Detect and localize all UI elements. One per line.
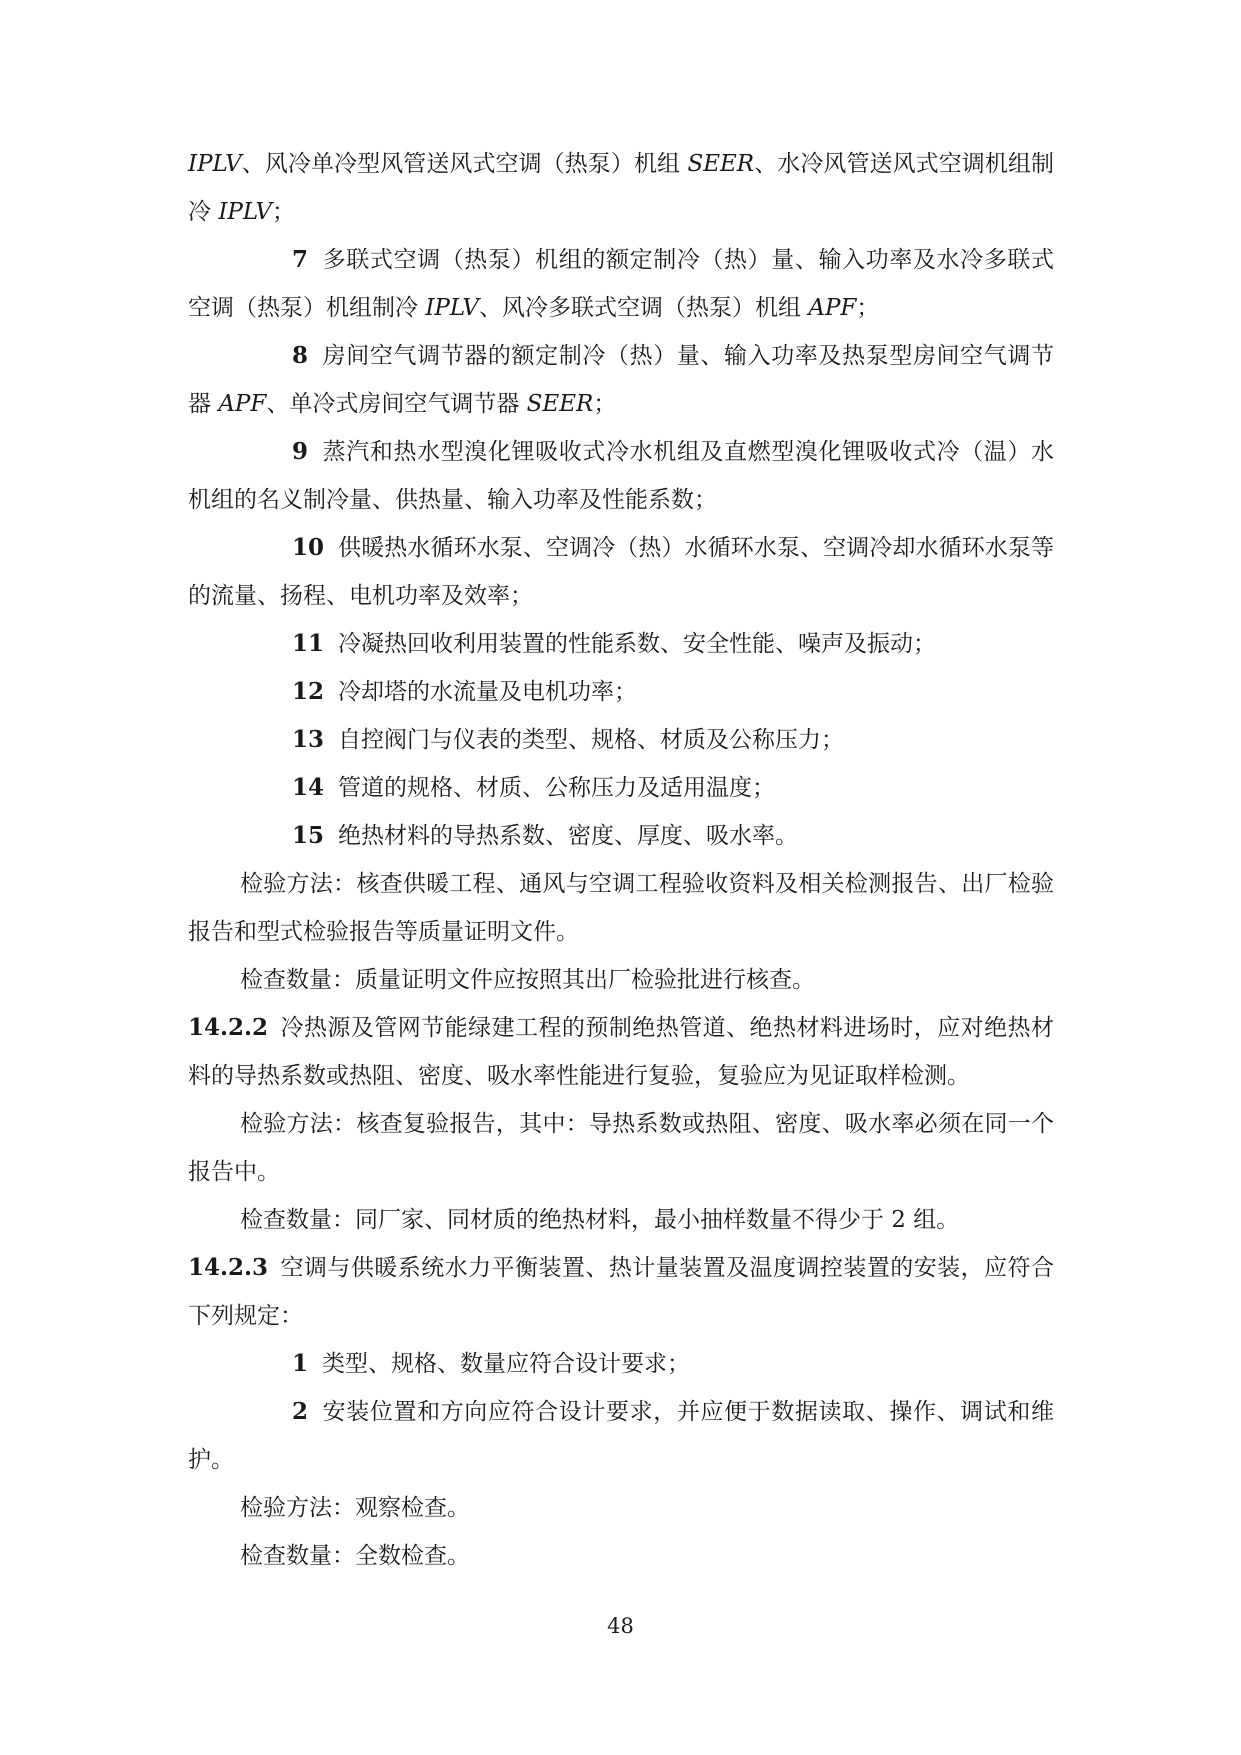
text-segment: 管道的规格、材质、公称压力及适用温度；	[338, 775, 776, 801]
text-segment: 检查数量：全数检查。	[240, 1543, 470, 1569]
text-segment: 冷凝热回收利用装置的性能系数、安全性能、噪声及振动；	[338, 631, 937, 657]
text-segment: 检验方法：观察检查。	[240, 1495, 470, 1521]
text-segment: 类型、规格、数量应符合设计要求；	[322, 1351, 691, 1377]
item-number: 7	[292, 246, 309, 273]
paragraph	[188, 1532, 1054, 1580]
italic-term: APF	[808, 295, 857, 321]
list-item	[188, 620, 1054, 668]
continued-paragraph	[188, 140, 1054, 236]
paragraph	[188, 956, 1054, 1004]
paragraph	[188, 1484, 1054, 1532]
text-segment: 蒸汽和热水型溴化锂吸收式冷水机组及直燃型溴化锂吸收式冷（温）水机组的名义制冷量、供热量、输入功率及性能系数；	[188, 439, 1054, 513]
italic-term: IPLV	[425, 295, 480, 321]
clause-paragraph	[188, 1244, 1054, 1340]
item-number: 14	[292, 774, 325, 801]
text-segment: 、水冷风管送风式空调机组制冷	[188, 151, 1055, 225]
text-segment: ；	[272, 199, 296, 225]
clause-number: 14.2.3	[188, 1254, 269, 1281]
item-number: 13	[292, 726, 325, 753]
text-segment: 供暖热水循环水泵、空调冷（热）水循环水泵、空调冷却水循环水泵等的流量、扬程、电机功率及效率；	[188, 535, 1054, 609]
list-item	[188, 668, 1054, 716]
text-segment: 冷却塔的水流量及电机功率；	[338, 679, 638, 705]
page-content	[188, 140, 1054, 1580]
text-segment: 多联式空调（热泵）机组的额定制冷（热）量、输入功率及水冷多联式空调（热泵）机组制冷	[188, 247, 1054, 321]
italic-term: IPLV	[218, 199, 273, 225]
item-number: 10	[292, 534, 325, 561]
list-item	[188, 1388, 1054, 1484]
text-segment: 、风冷多联式空调（热泵）机组	[479, 295, 809, 321]
italic-term: APF	[218, 391, 267, 417]
clause-paragraph	[188, 1004, 1054, 1100]
text-segment: 、风冷单冷型风管送风式空调（热泵）机组	[241, 151, 688, 177]
text-segment: 检查数量：同厂家、同材质的绝热材料，最小抽样数量不得少于 2 组。	[240, 1207, 960, 1233]
item-number: 9	[292, 438, 309, 465]
item-number: 11	[292, 630, 325, 657]
paragraph	[188, 1100, 1054, 1196]
list-item	[188, 332, 1054, 428]
list-item	[188, 764, 1054, 812]
text-segment: 房间空气调节器的额定制冷（热）量、输入功率及热泵型房间空气调节器	[188, 343, 1054, 417]
item-number: 1	[292, 1350, 309, 1377]
italic-term: IPLV	[188, 151, 242, 177]
text-segment: 绝热材料的导热系数、密度、厚度、吸水率。	[338, 823, 799, 849]
clause-number: 14.2.2	[188, 1014, 269, 1041]
text-segment: 检验方法：核查复验报告，其中：导热系数或热阻、密度、吸水率必须在同一个报告中。	[188, 1111, 1054, 1185]
text-segment: ；	[593, 391, 617, 417]
item-number: 12	[292, 678, 325, 705]
list-item	[188, 716, 1054, 764]
italic-term: SEER	[526, 391, 594, 417]
item-number: 2	[292, 1398, 309, 1425]
page-number: 48	[607, 1614, 634, 1638]
italic-term: SEER	[687, 151, 755, 177]
list-item	[188, 428, 1054, 524]
item-number: 8	[292, 342, 309, 369]
list-item	[188, 236, 1054, 332]
list-item	[188, 1340, 1054, 1388]
text-segment: 自控阀门与仪表的类型、规格、材质及公称压力；	[338, 727, 845, 753]
text-segment: 冷热源及管网节能绿建工程的预制绝热管道、绝热材料进场时，应对绝热材料的导热系数或热阻、密度、吸水率性能进行复验，复验应为见证取样检测。	[188, 1015, 1054, 1089]
text-segment: 安装位置和方向应符合设计要求，并应便于数据读取、操作、调试和维护。	[188, 1399, 1054, 1473]
text-segment: 空调与供暖系统水力平衡装置、热计量装置及温度调控装置的安装，应符合下列规定：	[188, 1255, 1054, 1329]
item-number: 15	[292, 822, 325, 849]
text-segment: 检验方法：核查供暖工程、通风与空调工程验收资料及相关检测报告、出厂检验报告和型式检验报告等质量证明文件。	[188, 871, 1054, 945]
paragraph	[188, 1196, 1054, 1244]
text-segment: 检查数量：质量证明文件应按照其出厂检验批进行核查。	[240, 967, 815, 993]
paragraph	[188, 860, 1054, 956]
text-segment: ；	[856, 295, 880, 321]
list-item	[188, 524, 1054, 620]
text-segment: 、单冷式房间空气调节器	[266, 391, 527, 417]
list-item	[188, 812, 1054, 860]
